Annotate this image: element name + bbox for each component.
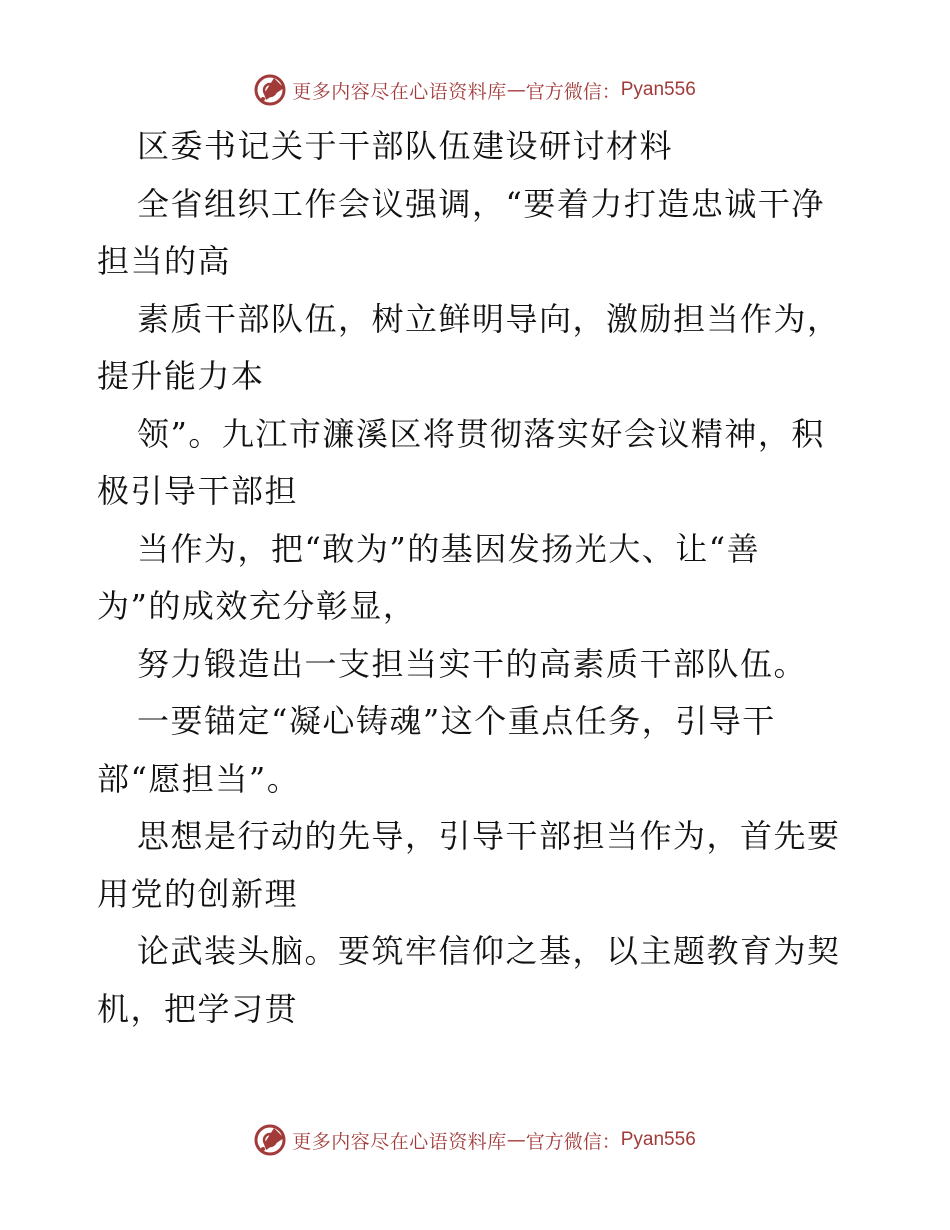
document-line: 机，把学习贯 [97, 989, 299, 1028]
document-line: 全省组织工作会议强调，“要着力打造忠诚干净 [137, 184, 825, 223]
document-line: 区委书记关于干部队伍建设研讨材料 [137, 127, 674, 165]
banner-wechat-label: 官方微信： [525, 80, 621, 103]
document-line: 思想是行动的先导，引导干部担当作为，首先要 [137, 817, 841, 855]
document-line: 部“愿担当”。 [97, 759, 301, 798]
document-line: 当作为，把“敢为”的基因发扬光大、让“善 [137, 529, 761, 568]
pen-logo-icon [254, 1124, 286, 1156]
banner-dash: — [506, 1129, 526, 1151]
document-line: 担当的高 [97, 242, 232, 280]
footer-banner [0, 1120, 950, 1160]
pen-logo-icon [254, 74, 286, 106]
document-line: 为”的成效充分彰显， [97, 587, 417, 625]
banner-wechat-id: Pyan556 [620, 1129, 696, 1150]
document-line: 提升能力本 [97, 357, 265, 395]
banner-wechat-label: 官方微信： [525, 1130, 621, 1153]
banner-text: 更多内容尽在心语资料库 [292, 1130, 507, 1153]
document-line: 一要锚定“凝心铸魂”这个重点任务，引导干 [137, 702, 776, 740]
document-body [97, 118, 867, 1038]
document-line: 努力锻造出一支担当实干的高素质干部队伍。 [137, 644, 808, 683]
header-banner [0, 70, 950, 110]
document-line: 论武装头脑。要筑牢信仰之基，以主题教育为契 [137, 932, 841, 970]
banner-wechat-id: Pyan556 [620, 79, 696, 100]
banner-dash: — [506, 79, 526, 101]
document-line: 用党的创新理 [97, 874, 299, 913]
banner-text: 更多内容尽在心语资料库 [292, 80, 507, 103]
document-line: 极引导干部担 [97, 472, 299, 510]
document-line: 素质干部队伍，树立鲜明导向，激励担当作为， [137, 299, 841, 338]
document-line: 领”。九江市濂溪区将贯彻落实好会议精神，积 [137, 414, 825, 453]
